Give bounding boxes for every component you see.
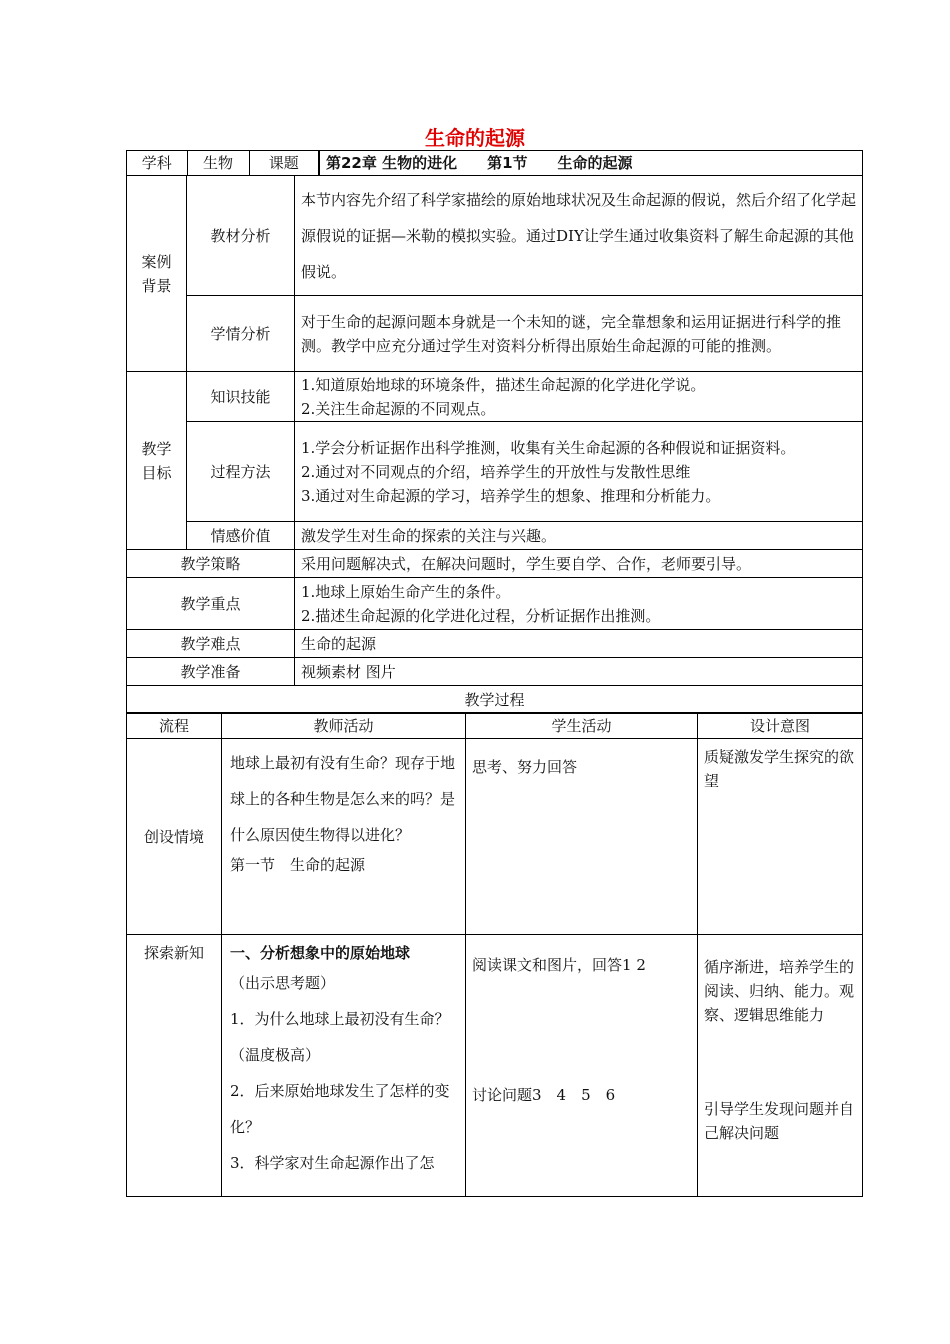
column-header: 设计意图 bbox=[698, 713, 863, 739]
teacher-text: 地球上最初有没有生命？现存于地球上的各种生物是怎么来的吗？是什么原因使生物得以进化？ bbox=[230, 754, 456, 844]
preparation-value: 视频素材 图片 bbox=[295, 658, 863, 686]
table-row bbox=[127, 739, 863, 935]
keypoint-item: 2.描述生命起源的化学进化过程，分析证据作出推测。 bbox=[301, 606, 661, 625]
emotion-label: 情感价值 bbox=[187, 522, 295, 550]
teacher-activity bbox=[222, 739, 466, 935]
student-activity bbox=[466, 739, 698, 935]
keypoint-item: 1.地球上原始生命产生的条件。 bbox=[301, 582, 511, 601]
teacher-activity bbox=[222, 935, 466, 1197]
intent-text: 循序渐进，培养学生的阅读、归纳、能力。观察、逻辑思维能力 bbox=[704, 958, 855, 1024]
column-header: 学生活动 bbox=[466, 713, 698, 739]
step-label: 创设情境 bbox=[127, 739, 222, 935]
keypoints-label: 教学重点 bbox=[127, 578, 295, 630]
background-label: 案例背景 bbox=[127, 176, 187, 372]
process-label: 过程方法 bbox=[187, 422, 295, 522]
teaching-process-table bbox=[126, 712, 863, 1197]
design-intent bbox=[698, 739, 863, 935]
column-header: 教师活动 bbox=[222, 713, 466, 739]
teacher-text: 3．科学家对生命起源作出了怎 bbox=[230, 1154, 435, 1172]
textbook-analysis: 本节内容先介绍了科学家描绘的原始地球状况及生命起源的假说，然后介绍了化学起源假说的证据—米勒的模拟实验。通过DIY让学生通过收集资料了解生命起源的其他假说。 bbox=[295, 176, 863, 296]
intent-text: 引导学生发现问题并自己解决问题 bbox=[704, 1100, 855, 1142]
design-intent bbox=[698, 935, 863, 1197]
column-header: 流程 bbox=[127, 713, 222, 739]
knowledge-goals bbox=[295, 372, 863, 422]
student-analysis: 对于生命的起源问题本身就是一个未知的谜，完全靠想象和运用证据进行科学的推测。教学中应充分通过学生对资料分析得出原始生命起源的可能的推测。 bbox=[295, 296, 863, 372]
difficulty-value: 生命的起源 bbox=[295, 630, 863, 658]
student-activity bbox=[466, 935, 698, 1197]
student-text: 讨论问题3 4 5 6 bbox=[472, 1086, 616, 1104]
page-title: 生命的起源 bbox=[425, 126, 525, 150]
keypoints-values bbox=[295, 578, 863, 630]
strategy-label: 教学策略 bbox=[127, 550, 295, 578]
topic-label: 课题 bbox=[249, 151, 319, 175]
knowledge-label: 知识技能 bbox=[187, 372, 295, 422]
preparation-label: 教学准备 bbox=[127, 658, 295, 686]
subject-value: 生物 bbox=[187, 151, 249, 175]
lesson-plan-table bbox=[126, 150, 863, 714]
knowledge-item: 1.知道原始地球的环境条件，描述生命起源的化学进化学说。 bbox=[301, 375, 706, 394]
strategy-value: 采用问题解决式，在解决问题时，学生要自学、合作，老师要引导。 bbox=[295, 550, 863, 578]
teacher-text: 一、分析想象中的原始地球 bbox=[230, 944, 411, 962]
process-title: 教学过程 bbox=[127, 686, 863, 714]
process-item: 1.学会分析证据作出科学推测，收集有关生命起源的各种假说和证据资料。 bbox=[301, 438, 796, 457]
student-text: 思考、努力回答 bbox=[472, 758, 578, 776]
emotion-goal: 激发学生对生命的探索的关注与兴趣。 bbox=[295, 522, 863, 550]
difficulty-label: 教学难点 bbox=[127, 630, 295, 658]
process-item: 2.通过对不同观点的介绍，培养学生的开放性与发散性思维 bbox=[301, 462, 691, 481]
textbook-label: 教材分析 bbox=[187, 176, 295, 296]
step-label: 探索新知 bbox=[127, 935, 222, 1197]
teacher-text: 第一节 生命的起源 bbox=[230, 856, 366, 874]
table-row bbox=[127, 935, 863, 1197]
topic-value: 第22章 生物的进化 第1节 生命的起源 bbox=[326, 154, 633, 172]
student-text: 阅读课文和图片，回答1 2 bbox=[472, 956, 646, 974]
intent-text: 质疑激发学生探究的欲望 bbox=[704, 748, 855, 790]
process-goals bbox=[295, 422, 863, 522]
teacher-text: 2．后来原始地球发生了怎样的变化？ bbox=[230, 1082, 450, 1136]
knowledge-item: 2.关注生命起源的不同观点。 bbox=[301, 399, 496, 418]
process-item: 3.通过对生命起源的学习，培养学生的想象、推理和分析能力。 bbox=[301, 486, 721, 505]
teacher-text: 1．为什么地球上最初没有生命？（温度极高） bbox=[230, 1010, 450, 1064]
student-label: 学情分析 bbox=[187, 296, 295, 372]
header-row bbox=[127, 151, 863, 175]
teacher-text: （出示思考题） bbox=[230, 974, 336, 992]
subject-label: 学科 bbox=[127, 151, 187, 175]
goals-label: 教学目标 bbox=[127, 372, 187, 550]
